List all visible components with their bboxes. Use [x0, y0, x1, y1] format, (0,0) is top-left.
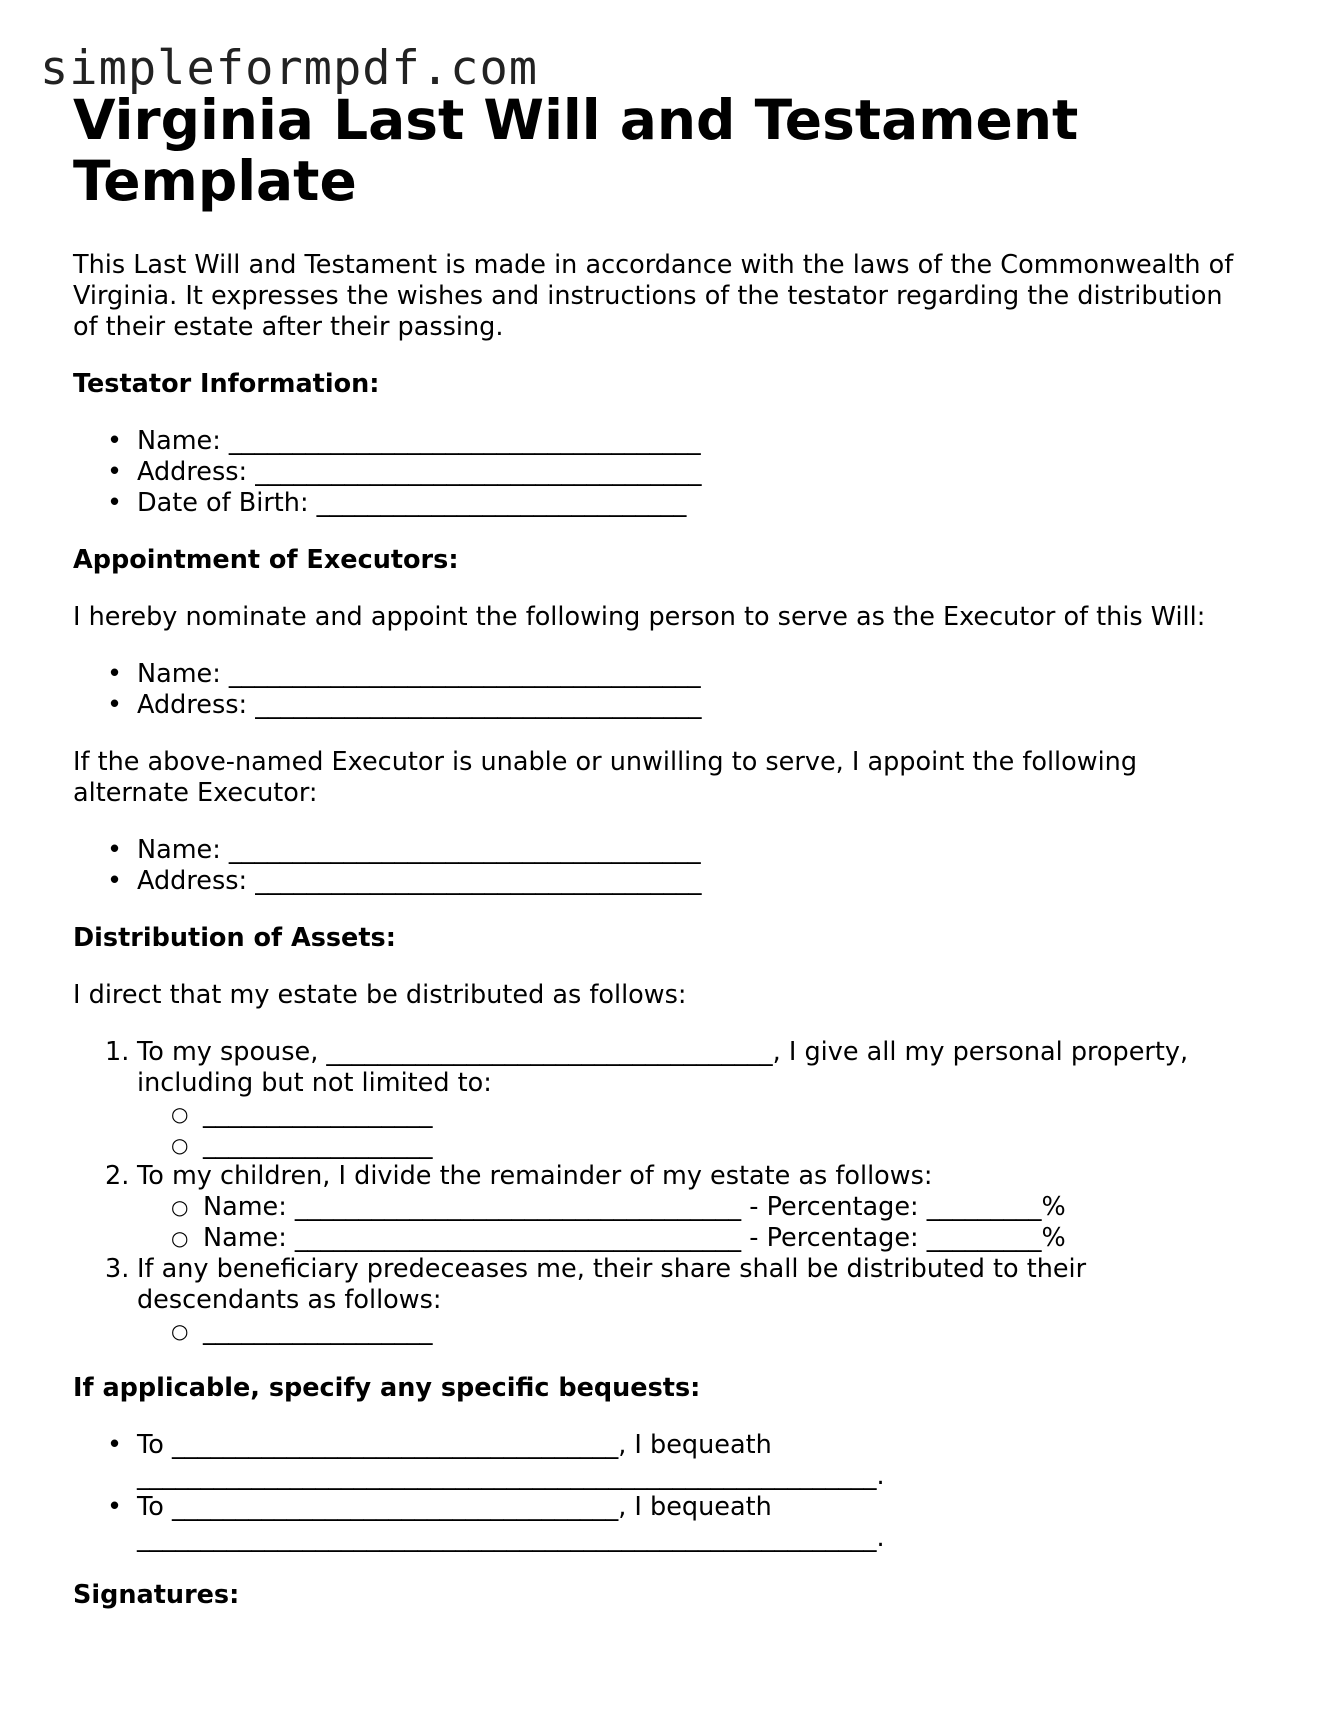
descendants-text-cont: descendants as follows: — [137, 1285, 442, 1315]
bequest-line-1: • To ___________________________________, I bequeath — [137, 1492, 772, 1522]
distribution-list — [73, 1037, 1253, 1347]
spouse-field[interactable]: To my spouse, ___________________________________, I give all my personal property, — [137, 1037, 1189, 1067]
executor-name-field[interactable] — [73, 659, 1253, 690]
descendants-list — [137, 1316, 1253, 1347]
bequest-field[interactable] — [73, 1492, 1253, 1554]
executors-text: I hereby nominate and appoint the following person to serve as the Executor of this Will: — [73, 602, 1206, 632]
distribution-heading: Distribution of Assets: — [73, 923, 396, 953]
field-label: Name: _____________________________________ — [137, 659, 701, 689]
watermark: simpleformpdf.com — [40, 41, 539, 96]
intro-paragraph: This Last Will and Testament is made in accordance with the laws of the Commonwealth of Virginia. It expresses the wishes and instructions of the testator regarding the distribution of their estate after their passing. — [73, 250, 1234, 342]
signatures-heading: Signatures: — [73, 1580, 240, 1610]
executor-address-field[interactable] — [73, 690, 1253, 721]
item-number: 3. — [105, 1254, 130, 1284]
field-line: __________________ — [203, 1099, 433, 1129]
bequests-list — [73, 1430, 1253, 1554]
field-label: Name: _____________________________________ — [137, 835, 701, 865]
bequest-line-1: • To ___________________________________, I bequeath — [137, 1430, 772, 1460]
testator-dob-field[interactable] — [73, 488, 1253, 519]
field-label: Address: ___________________________________ — [137, 457, 702, 487]
field-line: __________________ — [203, 1316, 433, 1346]
bequests-heading: If applicable, specify any specific bequests: — [73, 1373, 701, 1403]
distribution-item-descendants — [73, 1254, 1253, 1347]
testator-heading: Testator Information: — [73, 369, 380, 399]
field-label: Address: ___________________________________ — [137, 866, 702, 896]
item-number: 2. — [105, 1161, 130, 1191]
field-label: Name: _____________________________________ — [137, 426, 701, 456]
alternate-executor-list — [73, 835, 1253, 897]
testator-name-field[interactable] — [73, 426, 1253, 457]
descendants-text: If any beneficiary predeceases me, their share shall be distributed to their — [137, 1254, 1087, 1284]
field-line: Name: ___________________________________ - Percentage: _________% — [203, 1223, 1066, 1253]
distribution-item-spouse — [73, 1037, 1253, 1161]
distribution-text: I direct that my estate be distributed as follows: — [73, 980, 687, 1010]
alternate-executor-text: If the above-named Executor is unable or unwilling to serve, I appoint the following alternate Executor: — [73, 747, 1138, 808]
children-text: To my children, I divide the remainder of my estate as follows: — [137, 1161, 933, 1191]
testator-list — [73, 426, 1253, 519]
child-field[interactable] — [137, 1192, 1253, 1223]
document-page — [73, 90, 1253, 1611]
item-number: 1. — [105, 1037, 130, 1067]
children-list — [137, 1192, 1253, 1254]
page-title: Virginia Last Will and Testament Template — [73, 88, 1079, 213]
bequest-line-2: __________________________________________________________. — [137, 1461, 885, 1491]
testator-address-field[interactable] — [73, 457, 1253, 488]
spouse-text-cont: including but not limited to: — [137, 1068, 492, 1098]
property-field[interactable] — [137, 1099, 1253, 1130]
executors-heading: Appointment of Executors: — [73, 545, 459, 575]
executor-list — [73, 659, 1253, 721]
spouse-property-list — [137, 1099, 1253, 1161]
distribution-item-children — [73, 1161, 1253, 1254]
alternate-executor-name-field[interactable] — [73, 835, 1253, 866]
property-field[interactable] — [137, 1130, 1253, 1161]
alternate-executor-address-field[interactable] — [73, 866, 1253, 897]
bequest-line-2: __________________________________________________________. — [137, 1523, 885, 1553]
child-field[interactable] — [137, 1223, 1253, 1254]
bequest-field[interactable] — [73, 1430, 1253, 1492]
field-label: Address: ___________________________________ — [137, 690, 702, 720]
field-line: __________________ — [203, 1130, 433, 1160]
descendant-field[interactable] — [137, 1316, 1253, 1347]
field-label: Date of Birth: _____________________________ — [137, 488, 687, 518]
field-line: Name: ___________________________________ - Percentage: _________% — [203, 1192, 1066, 1222]
